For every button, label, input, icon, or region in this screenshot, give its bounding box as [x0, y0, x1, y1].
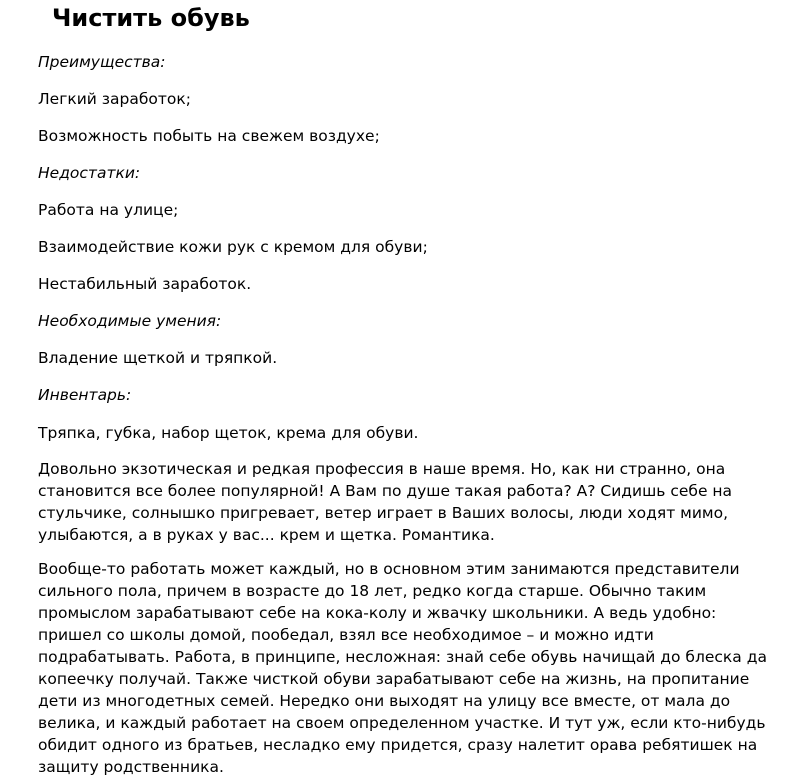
inventory-item: Тряпка, губка, набор щеток, крема для обуви. [38, 424, 419, 442]
skills-heading: Необходимые умения: [38, 312, 222, 330]
paragraph-line: подрабатывать. Работа, в принципе, несложная: знай себе обувь начищай до блеска да [38, 648, 767, 666]
paragraph-line: обидит одного из братьев, несладко ему придется, сразу налетит орава ребятишек на [38, 736, 758, 754]
page-title: Чистить обувь [52, 4, 250, 32]
paragraph-line: промыслом зарабатывают себе на кока-колу и жвачку школьники. А ведь удобно: [38, 604, 717, 622]
paragraph-line: становится все более популярной! А Вам по душе такая работа? А? Сидишь себе на [38, 482, 733, 500]
paragraph-line: дети из многодетных семей. Нередко они выходят на улицу все вместе, от мала до [38, 692, 731, 710]
disadvantage-item: Взаимодействие кожи рук с кремом для обуви; [38, 238, 428, 256]
paragraph-line: велика, и каждый работает на своем определенном участке. И тут уж, если кто-нибудь [38, 714, 766, 732]
disadvantages-heading: Недостатки: [38, 164, 141, 182]
paragraph-line: улыбаются, а в руках у вас... крем и щетка. Романтика. [38, 526, 495, 544]
paragraph-line: пришел со школы домой, пообедал, взял все необходимое – и можно идти [38, 626, 654, 644]
advantage-item: Возможность побыть на свежем воздухе; [38, 127, 380, 145]
paragraph-line: стульчике, солнышко пригревает, ветер играет в Ваших волосы, люди ходят мимо, [38, 504, 729, 522]
paragraph-line: сильного пола, причем в возрасте до 18 лет, редко когда старше. Обычно таким [38, 582, 707, 600]
disadvantage-item: Работа на улице; [38, 201, 179, 219]
intro-paragraph [38, 458, 786, 546]
paragraph-line: защиту родственника. [38, 758, 224, 776]
paragraph-line: Довольно экзотическая и редкая профессия в наше время. Но, как ни странно, она [38, 460, 726, 478]
paragraph-line: Вообще-то работать может каждый, но в основном этим занимаются представители [38, 560, 740, 578]
advantage-item: Легкий заработок; [38, 90, 191, 108]
body-paragraph [38, 558, 786, 778]
paragraph-line: копеечку получай. Также чисткой обуви зарабатывают себе на жизнь, на пропитание [38, 670, 750, 688]
disadvantage-item: Нестабильный заработок. [38, 275, 252, 293]
advantages-heading: Преимущества: [38, 53, 166, 71]
skill-item: Владение щеткой и тряпкой. [38, 349, 278, 367]
inventory-heading: Инвентарь: [38, 386, 132, 404]
